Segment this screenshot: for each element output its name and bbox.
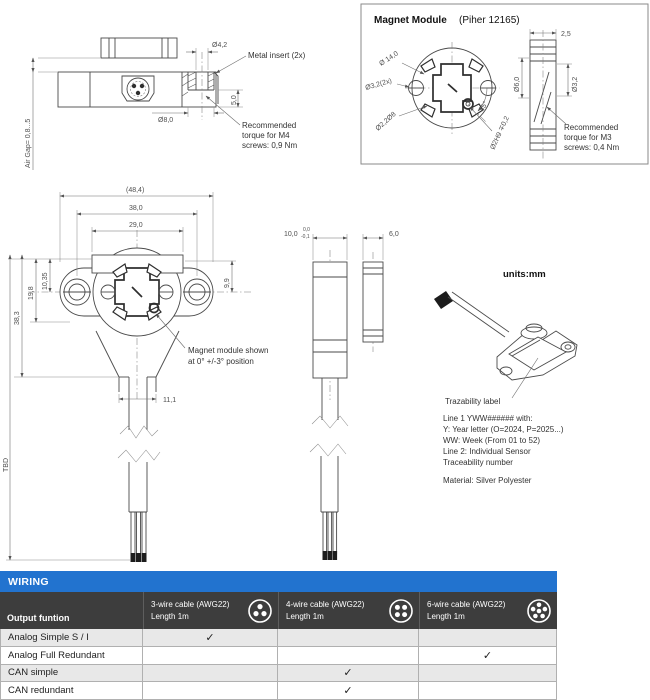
connector-detail — [122, 76, 154, 101]
magnet-module-title: Magnet Module — [374, 15, 447, 26]
dia-3-2-2x-label: Ø3,2(2x) — [364, 77, 393, 92]
dia-2-2-label: Ø2,2Ø8 — [374, 110, 398, 133]
svg-text:Recommended: Recommended — [242, 121, 297, 130]
dim-48-4-label: (48,4) — [126, 187, 145, 194]
svg-text:screws: 0,4 Nm: screws: 0,4 Nm — [564, 143, 620, 152]
magnet-module-box — [361, 4, 648, 164]
row-label: CAN redundant — [1, 682, 143, 699]
svg-text:Magnet module shown: Magnet module shown — [188, 346, 269, 355]
svg-text:screws: 0,9 Nm: screws: 0,9 Nm — [242, 141, 298, 150]
dim-19-8-label: 19,8 — [28, 286, 35, 300]
sensor-side-views — [284, 227, 399, 560]
dim-9-9-label: 9,9 — [224, 278, 231, 288]
sensor-side-section-drawing — [25, 38, 306, 170]
dia-6-0-label: Ø6,0 — [514, 76, 521, 92]
iso-sensor-drawing — [434, 291, 577, 380]
dim-tbd-label: TBD — [3, 458, 10, 472]
dim-10-35-label: 10,35 — [42, 272, 49, 290]
cell-check: ✓ — [278, 665, 419, 682]
cell-check — [419, 682, 557, 699]
cell-check: ✓ — [143, 629, 278, 646]
air-gap-label: Air Gap= 0,8...5 — [25, 118, 32, 168]
svg-text:WW: Week (From 01 to 52): WW: Week (From 01 to 52) — [443, 436, 541, 445]
iso-view-block — [434, 269, 577, 485]
trazability-label: Trazability label — [445, 397, 501, 406]
dim-38-0-label: 38,0 — [129, 205, 143, 212]
4-wire-cable-icon — [388, 598, 414, 624]
row-label: CAN simple — [1, 665, 143, 682]
cell-check — [278, 629, 419, 646]
dim-29-0-label: 29,0 — [129, 222, 143, 229]
dim-5-0 — [218, 90, 243, 107]
dim-10-0 — [284, 227, 347, 260]
svg-text:Traceability number: Traceability number — [443, 458, 513, 467]
cell-check: ✓ — [278, 682, 419, 699]
dim-10-0-tol-bot: -0,1 — [301, 234, 310, 240]
side-view-wires — [323, 512, 338, 560]
dia-3-2-label: Ø3,2 — [572, 76, 579, 92]
dim-2-5-label: 2,5 — [561, 31, 571, 38]
metal-insert-note: Metal insert (2x) — [248, 51, 306, 60]
col-header-output-function: Output funtion — [7, 613, 70, 623]
dia-8-0-label: Ø8,0 — [158, 117, 174, 124]
units-label: units:mm — [503, 269, 546, 280]
cell-check — [143, 665, 278, 682]
col-4-wire-label: 4-wire cable (AWG22) — [286, 600, 365, 610]
col-header-4-wire — [278, 592, 419, 629]
cell-check — [143, 682, 278, 699]
svg-text:Y: Year letter (O=2024, P=2025: Y: Year letter (O=2024, P=2025...) — [443, 425, 564, 434]
cell-check — [278, 647, 419, 664]
torque-note-m4 — [206, 96, 297, 150]
table-row — [1, 629, 557, 647]
dia-4-2-label: Ø4,2 — [212, 42, 228, 49]
col-6-wire-label: 6-wire cable (AWG22) — [427, 600, 506, 610]
3-wire-cable-icon — [247, 598, 273, 624]
row-label: Analog Full Redundant — [1, 647, 143, 664]
table-row — [1, 682, 557, 700]
dim-6-0-label: 6,0 — [389, 231, 399, 238]
table-row — [1, 665, 557, 683]
svg-text:torque for M3: torque for M3 — [564, 133, 612, 142]
traceability-text-block — [443, 414, 564, 485]
col-header-6-wire — [419, 592, 557, 629]
col-4-wire-length: Length 1m — [286, 611, 324, 621]
front-view-wires — [131, 512, 147, 562]
col-6-wire-length: Length 1m — [427, 611, 465, 621]
dim-10-0-tol-top: 0,0 — [303, 227, 310, 233]
cell-check — [143, 647, 278, 664]
dia-4-2-dimension — [186, 42, 227, 70]
dia-14-label: Ø 14,0 — [378, 50, 400, 68]
svg-text:Line 2: Individual Sensor: Line 2: Individual Sensor — [443, 447, 531, 456]
svg-text:Recommended: Recommended — [564, 123, 619, 132]
dim-5-0-label: 5,0 — [231, 95, 238, 105]
sensor-front-view-drawing — [3, 187, 269, 562]
svg-text:Line 1 YWW###### with:: Line 1 YWW###### with: — [443, 414, 533, 423]
wiring-table — [0, 571, 557, 700]
magnet-module-subtitle: (Piher 12165) — [459, 15, 520, 26]
dim-11-1 — [119, 394, 176, 404]
col-3-wire-length: Length 1m — [151, 611, 189, 621]
wiring-title-bar — [0, 571, 557, 592]
6-wire-cable-icon — [526, 598, 552, 624]
svg-text:at 0° +/-3° position: at 0° +/-3° position — [188, 357, 254, 366]
cell-check: ✓ — [419, 647, 557, 664]
cell-check — [419, 629, 557, 646]
wiring-header-row — [0, 592, 557, 629]
dim-6-0 — [363, 231, 399, 260]
dia-8-0-dimension — [152, 107, 224, 124]
dim-11-1-label: 11,1 — [163, 397, 177, 404]
row-label: Analog Simple S / I — [1, 629, 143, 646]
dim-10-0-label: 10,0 — [284, 231, 298, 238]
svg-text:torque for M4: torque for M4 — [242, 131, 290, 140]
cell-check — [419, 665, 557, 682]
col-header-3-wire — [143, 592, 278, 629]
col-3-wire-label: 3-wire cable (AWG22) — [151, 600, 230, 610]
wiring-table-body — [0, 629, 557, 700]
wiring-title: WIRING — [8, 575, 49, 588]
material-label: Material: Silver Polyester — [443, 476, 532, 485]
dim-38-3-label: 38,3 — [14, 311, 21, 325]
table-row — [1, 647, 557, 665]
magnet-position-note — [156, 314, 269, 366]
angle-45-label: 45° — [478, 100, 490, 113]
dia-2h9-label: Ø2H9 ∓0,2 — [489, 115, 511, 151]
